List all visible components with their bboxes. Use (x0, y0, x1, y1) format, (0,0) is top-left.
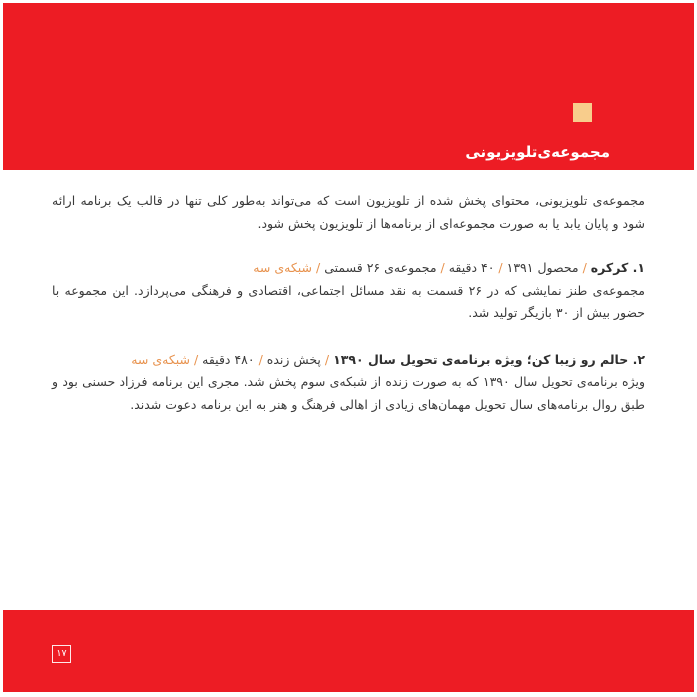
accent-square (573, 103, 592, 122)
series-item (52, 349, 645, 417)
footer-band (3, 610, 694, 692)
series-heading (52, 349, 645, 372)
slash-separator: / (436, 260, 449, 275)
header-band (3, 3, 694, 170)
slash-separator: / (578, 260, 591, 275)
series-title: ۲. حالم رو زیبا کن؛ ویژه برنامه‌ی تحویل سال ۱۳۹۰ (333, 351, 645, 367)
page-content (52, 190, 645, 440)
series-item (52, 257, 645, 325)
series-list (52, 257, 645, 416)
section-title: مجموعه‌ی‌تلویزیونی (465, 143, 610, 162)
intro-paragraph: مجموعه‌ی تلویزیونی، محتوای پخش شده از تلویزیون است که می‌تواند به‌طور کلی تنها در قالب یک برنامه ارائه شود و پایان یابد یا به صورت مجموعه‌ای از برنامه‌ها از تلویزیون پخش شود. (52, 193, 645, 231)
series-title: ۱. کرکره (590, 260, 645, 275)
series-meta: پخش زنده (266, 351, 321, 367)
series-description: مجموعه‌ی طنز نمایشی که در ۲۶ قسمت به نقد مسائل اجتماعی، اقتصادی و فرهنگی می‌پردازد. این مجموعه با حضور بیش از ۳۰ بازیگر تولید شد. (52, 282, 645, 320)
series-description: ویژه برنامه‌ی تحویل سال ۱۳۹۰ که به صورت زنده از شبکه‌ی سوم پخش شد. مجری این برنامه فرزاد حسنی بود و طبق روال برنامه‌های سال تحویل مهمان‌های زیادی از اهالی فرهنگ و هنر به این برنامه دعوت شدند. (52, 374, 646, 412)
series-meta: محصول ۱۳۹۱ (506, 260, 579, 275)
slash-separator: / (312, 260, 325, 275)
series-heading (52, 257, 645, 280)
page-number-badge: ۱۷ (52, 645, 71, 663)
series-meta: ۴۰ دقیقه (448, 260, 495, 275)
slash-separator: / (494, 260, 507, 275)
slash-separator: / (320, 351, 334, 367)
series-channel: شبکه‌ی سه (253, 260, 313, 275)
slash-separator: / (254, 351, 267, 367)
slash-separator: / (189, 351, 203, 367)
series-channel: شبکه‌ی سه (131, 351, 190, 367)
series-meta: مجموعه‌ی ۲۶ قسمتی (324, 260, 437, 275)
series-meta: ۴۸۰ دقیقه (202, 351, 255, 367)
